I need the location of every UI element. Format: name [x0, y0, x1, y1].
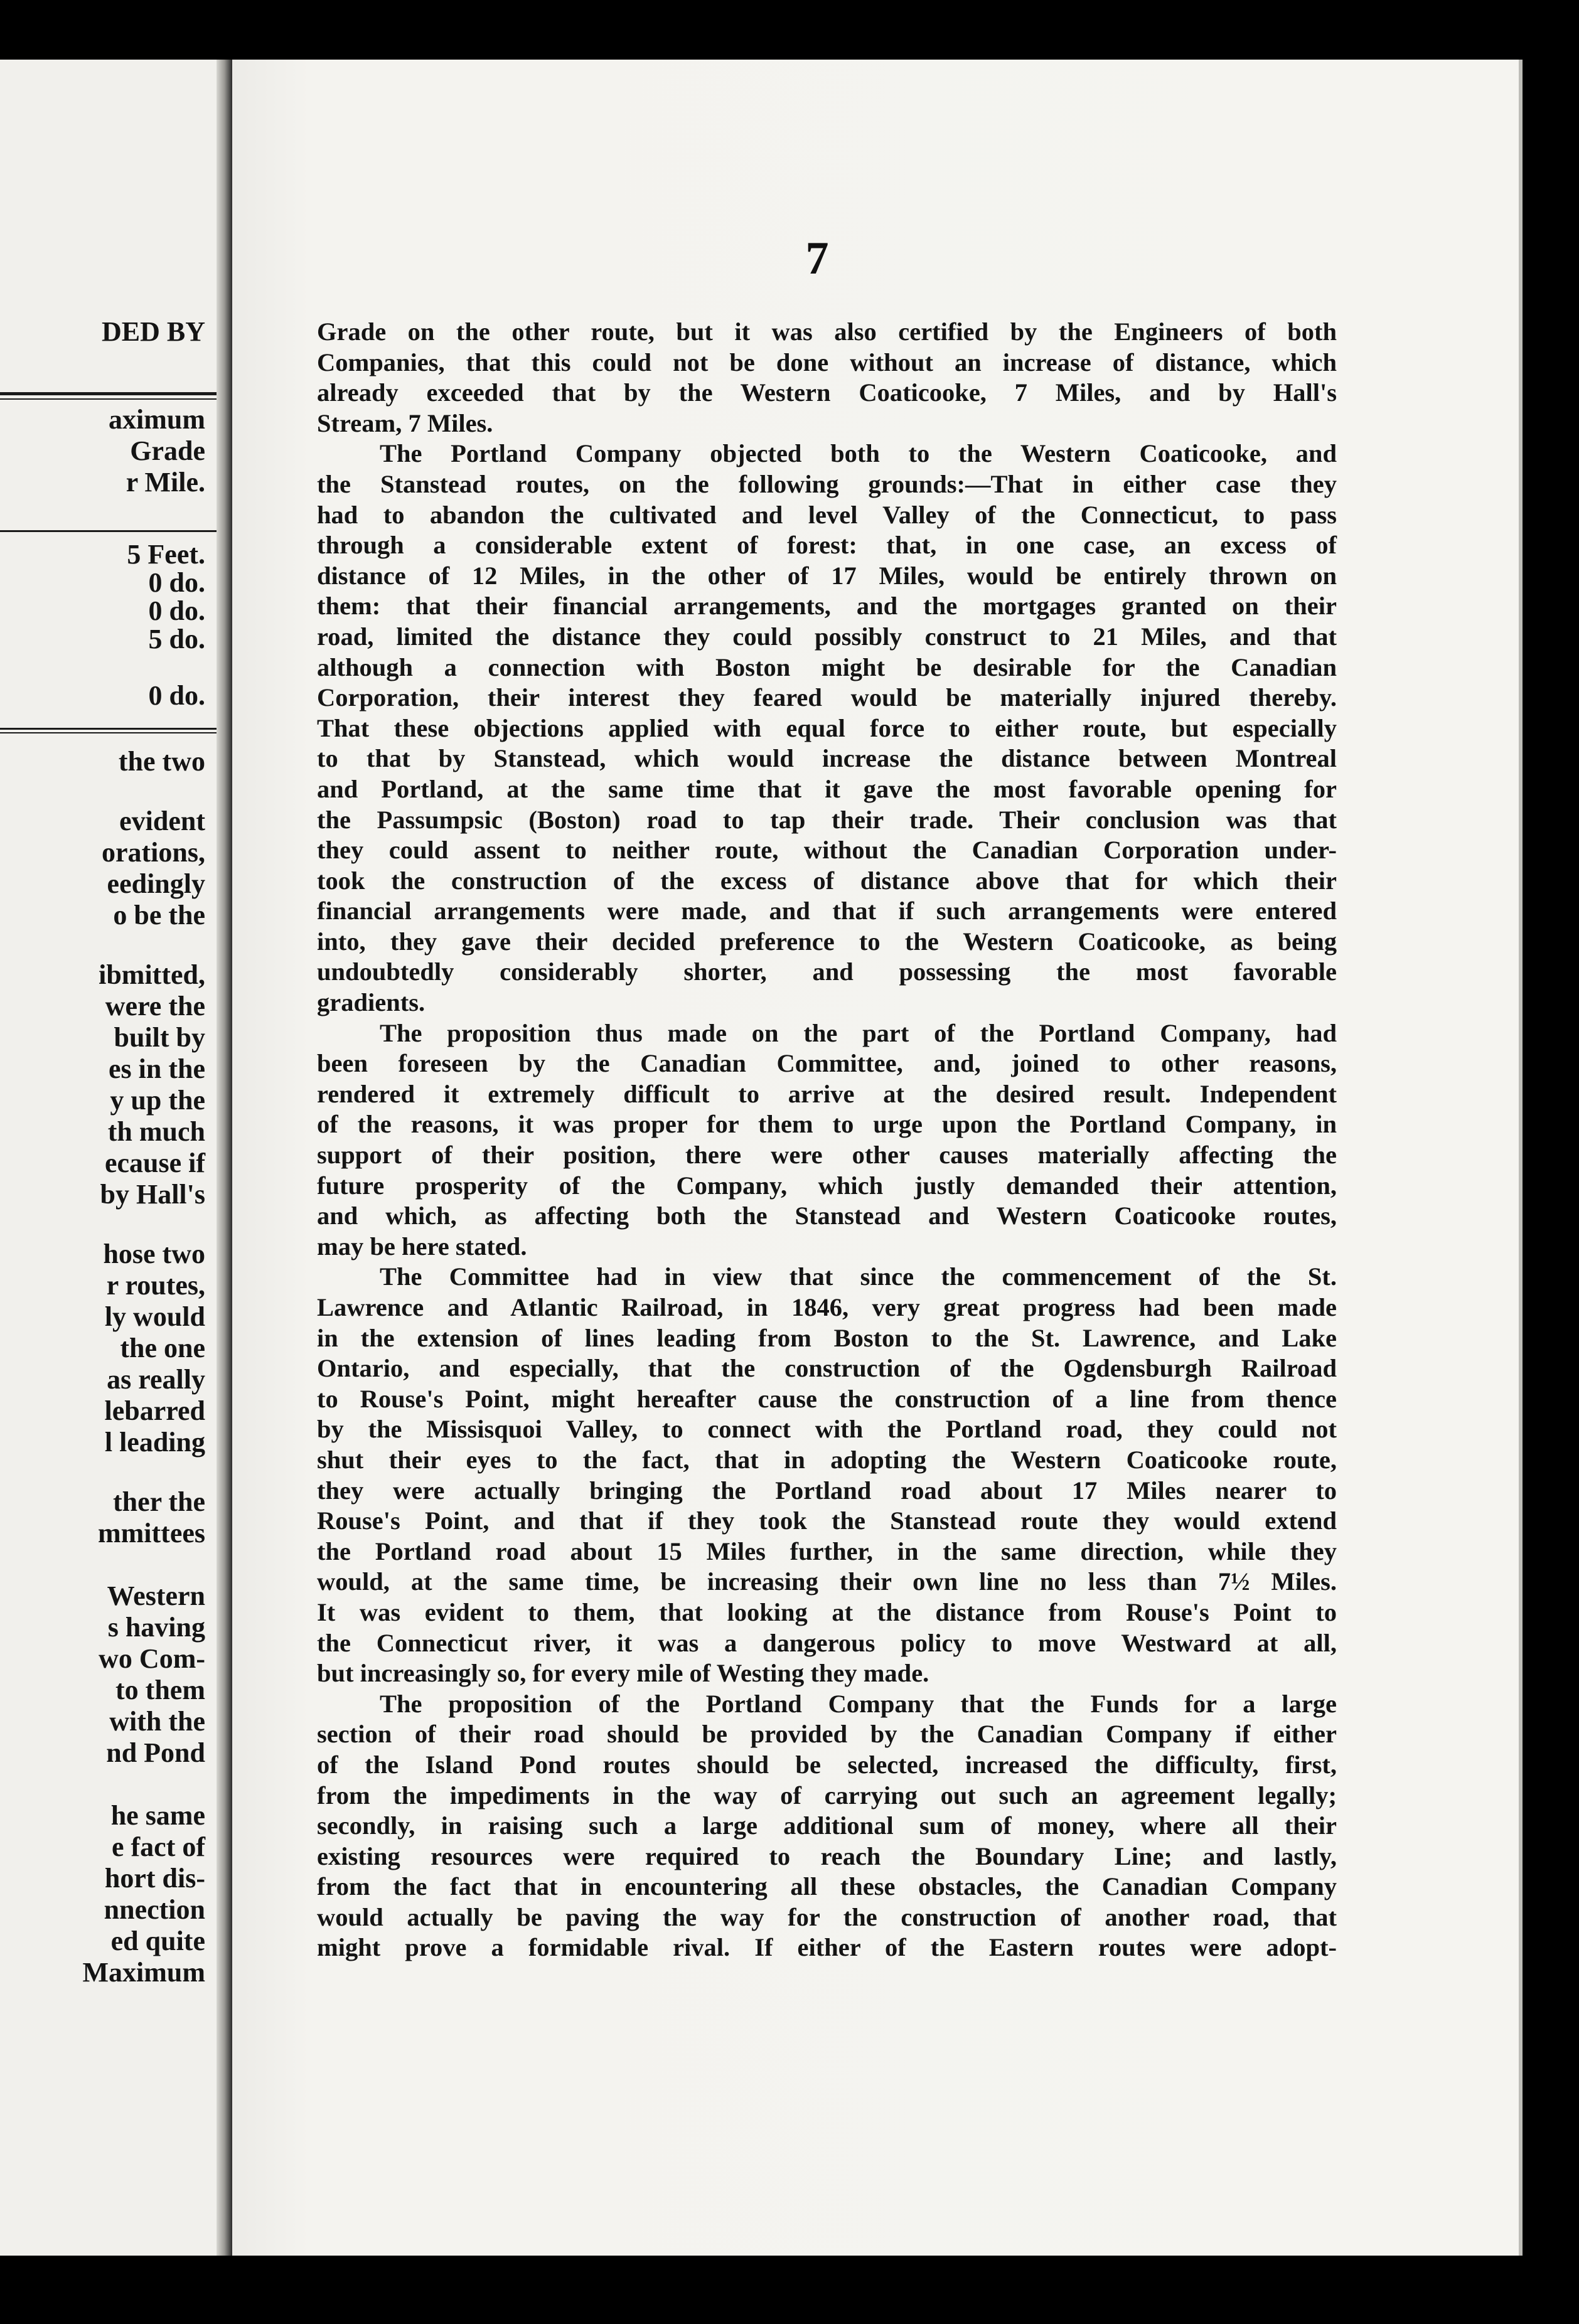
previous-page-line: ly would — [104, 1301, 205, 1332]
text-line: Stream, 7 Miles. — [317, 408, 493, 437]
text-line: would, at the same time, be increasing their own line no less than 7½ Miles. — [317, 1567, 1337, 1596]
body-text — [317, 317, 1337, 1963]
text-line: from the fact that in encountering all these obstacles, the Canadian Company — [317, 1872, 1337, 1901]
previous-page-line: as really — [107, 1364, 205, 1395]
previous-page-line: Western — [107, 1580, 205, 1611]
text-line: would actually be paving the way for the construction of another road, that — [317, 1902, 1337, 1931]
text-line: existing resources were required to reach the Boundary Line; and lastly, — [317, 1842, 1337, 1870]
previous-page-line: ibmitted, — [99, 959, 205, 990]
text-line: them: that their financial arrangements, and the mortgages granted on their — [317, 592, 1337, 621]
text-line: gradients. — [317, 988, 426, 1017]
text-line: might prove a formidable rival. If either of the Eastern routes were adopt- — [317, 1933, 1337, 1962]
page-edge — [1519, 60, 1523, 2256]
text-line: already exceeded that by the Western Coaticooke, 7 Miles, and by Hall's — [317, 378, 1337, 407]
previous-page-line: nnection — [104, 1894, 205, 1925]
previous-page-line: lebarred — [104, 1395, 205, 1426]
page-number: 7 — [805, 233, 829, 284]
previous-page-line: ed quite — [110, 1926, 205, 1956]
previous-page-line: wo Com- — [99, 1643, 205, 1674]
previous-page-line: were the — [105, 991, 205, 1021]
previous-page-line: s having — [107, 1612, 205, 1643]
text-line: Grade on the other route, but it was also certified by the Engineers of both — [317, 317, 1337, 346]
previous-page-line: y up the — [110, 1085, 205, 1116]
text-line: undoubtedly considerably shorter, and possessing the most favorable — [317, 957, 1337, 986]
previous-page-line: Grade — [130, 435, 205, 466]
previous-page-line: Maximum — [82, 1957, 205, 1988]
text-line: through a considerable extent of forest: that, in one case, an excess of — [317, 531, 1337, 560]
table-rule — [0, 530, 217, 532]
text-line: It was evident to them, that looking at the distance from Rouse's Point to — [317, 1597, 1337, 1626]
text-line: the Stanstead routes, on the following grounds:—That in either case they — [317, 469, 1337, 498]
text-line: although a connection with Boston might be desirable for the Canadian — [317, 653, 1337, 681]
table-rule — [0, 392, 217, 395]
text-line: of the Island Pond routes should be selected, increased the difficulty, first, — [317, 1750, 1337, 1779]
previous-page-line: the two — [118, 746, 205, 777]
text-line: The proposition thus made on the part of the Portland Company, had — [380, 1018, 1337, 1047]
previous-page-line: hose two — [103, 1239, 205, 1269]
text-line: took the construction of the excess of distance above that for which their — [317, 866, 1337, 895]
text-line: been foreseen by the Canadian Committee, and, joined to other reasons, — [317, 1049, 1337, 1078]
text-line: they could assent to neither route, without the Canadian Corporation under- — [317, 836, 1337, 865]
text-line: in the extension of lines leading from Boston to the St. Lawrence, and Lake — [317, 1323, 1337, 1352]
text-line: section of their road should be provided by the Canadian Company if either — [317, 1720, 1337, 1749]
previous-page-line: eedingly — [107, 868, 205, 899]
previous-page-line: hort dis- — [104, 1863, 205, 1894]
text-line: Rouse's Point, and that if they took the Stanstead route they would extend — [317, 1506, 1337, 1535]
previous-page-line: with the — [109, 1706, 205, 1737]
previous-page-line: he same — [110, 1800, 205, 1831]
previous-page-line: l leading — [104, 1427, 205, 1458]
previous-page-line: 0 do. — [148, 595, 205, 626]
text-line: but increasingly so, for every mile of Westing they made. — [317, 1659, 929, 1688]
text-line: they were actually bringing the Portland road about 17 Miles nearer to — [317, 1476, 1337, 1505]
book-gutter — [217, 60, 232, 2256]
previous-page-line: ecause if — [104, 1148, 205, 1178]
text-line: Ontario, and especially, that the construction of the Ogdensburgh Railroad — [317, 1354, 1337, 1383]
table-rule — [0, 728, 217, 730]
previous-page-line: evident — [119, 806, 205, 836]
previous-page-line: mmittees — [97, 1518, 205, 1548]
previous-page-line: aximum — [109, 404, 205, 435]
table-rule — [0, 732, 217, 733]
previous-page-line: o be the — [113, 900, 205, 930]
previous-page-line: ther the — [112, 1486, 205, 1517]
text-line: financial arrangements were made, and that if such arrangements were entered — [317, 897, 1337, 925]
text-line: by the Missisquoi Valley, to connect with the Portland road, they could not — [317, 1415, 1337, 1444]
text-line: to Rouse's Point, might hereafter cause the construction of a line from thence — [317, 1384, 1337, 1413]
text-line: future prosperity of the Company, which justly demanded their attention, — [317, 1171, 1337, 1200]
text-line: Lawrence and Atlantic Railroad, in 1846, very great progress had been made — [317, 1293, 1337, 1321]
previous-page-line: 0 do. — [148, 680, 205, 711]
previous-page-line: e fact of — [111, 1831, 205, 1862]
text-line: of the reasons, it was proper for them to urge upon the Portland Company, in — [317, 1110, 1337, 1139]
previous-page-line: r Mile. — [126, 467, 205, 498]
text-line: from the impediments in the way of carrying out such an agreement legally; — [317, 1781, 1337, 1810]
previous-page-line: DED BY — [101, 316, 205, 347]
text-line: to that by Stanstead, which would increase the distance between Montreal — [317, 744, 1337, 773]
text-line: into, they gave their decided preference to the Western Coaticooke, as being — [317, 927, 1337, 956]
previous-page-fragment — [0, 60, 217, 2256]
text-line: secondly, in raising such a large additional sum of money, where all their — [317, 1811, 1337, 1840]
text-line: That these objections applied with equal force to either route, but especially — [317, 713, 1337, 742]
text-line: road, limited the distance they could possibly construct to 21 Miles, and that — [317, 622, 1337, 651]
text-line: had to abandon the cultivated and level Valley of the Connecticut, to pass — [317, 500, 1337, 529]
previous-page-line: r routes, — [106, 1270, 205, 1301]
previous-page-line: 5 do. — [148, 624, 205, 654]
text-line: Companies, that this could not be done without an increase of distance, which — [317, 348, 1337, 376]
text-line: The proposition of the Portland Company that the Funds for a large — [380, 1689, 1337, 1718]
previous-page-line: orations, — [102, 837, 205, 868]
text-line: The Portland Company objected both to the Western Coaticooke, and — [380, 439, 1337, 468]
text-line: Corporation, their interest they feared would be materially injured thereby. — [317, 683, 1337, 712]
text-line: shut their eyes to the fact, that in adopting the Western Coaticooke route, — [317, 1445, 1337, 1474]
text-line: and Portland, at the same time that it gave the most favorable opening for — [317, 774, 1337, 803]
previous-page-line: 0 do. — [148, 567, 205, 598]
previous-page-line: to them — [115, 1675, 205, 1705]
previous-page-line: nd Pond — [106, 1737, 205, 1768]
previous-page-line: 5 Feet. — [127, 539, 205, 570]
text-line: and which, as affecting both the Stanstead and Western Coaticooke routes, — [317, 1202, 1337, 1230]
previous-page-line: the one — [120, 1333, 205, 1363]
text-line: the Passumpsic (Boston) road to tap their trade. Their conclusion was that — [317, 805, 1337, 834]
previous-page-line: by Hall's — [100, 1179, 205, 1210]
previous-page-line: built by — [114, 1022, 205, 1053]
previous-page-line: th much — [107, 1116, 205, 1147]
text-line: The Committee had in view that since the commencement of the St. — [380, 1262, 1337, 1291]
text-line: the Portland road about 15 Miles further, in the same direction, while they — [317, 1537, 1337, 1565]
previous-page-line: es in the — [109, 1053, 205, 1084]
text-line: rendered it extremely difficult to arrive at the desired result. Independent — [317, 1079, 1337, 1108]
text-line: distance of 12 Miles, in the other of 17 Miles, would be entirely thrown on — [317, 561, 1337, 590]
text-line: may be here stated. — [317, 1232, 527, 1261]
table-rule — [0, 398, 217, 400]
text-line: the Connecticut river, it was a dangerous policy to move Westward at all, — [317, 1628, 1337, 1657]
text-line: support of their position, there were other causes materially affecting the — [317, 1141, 1337, 1170]
